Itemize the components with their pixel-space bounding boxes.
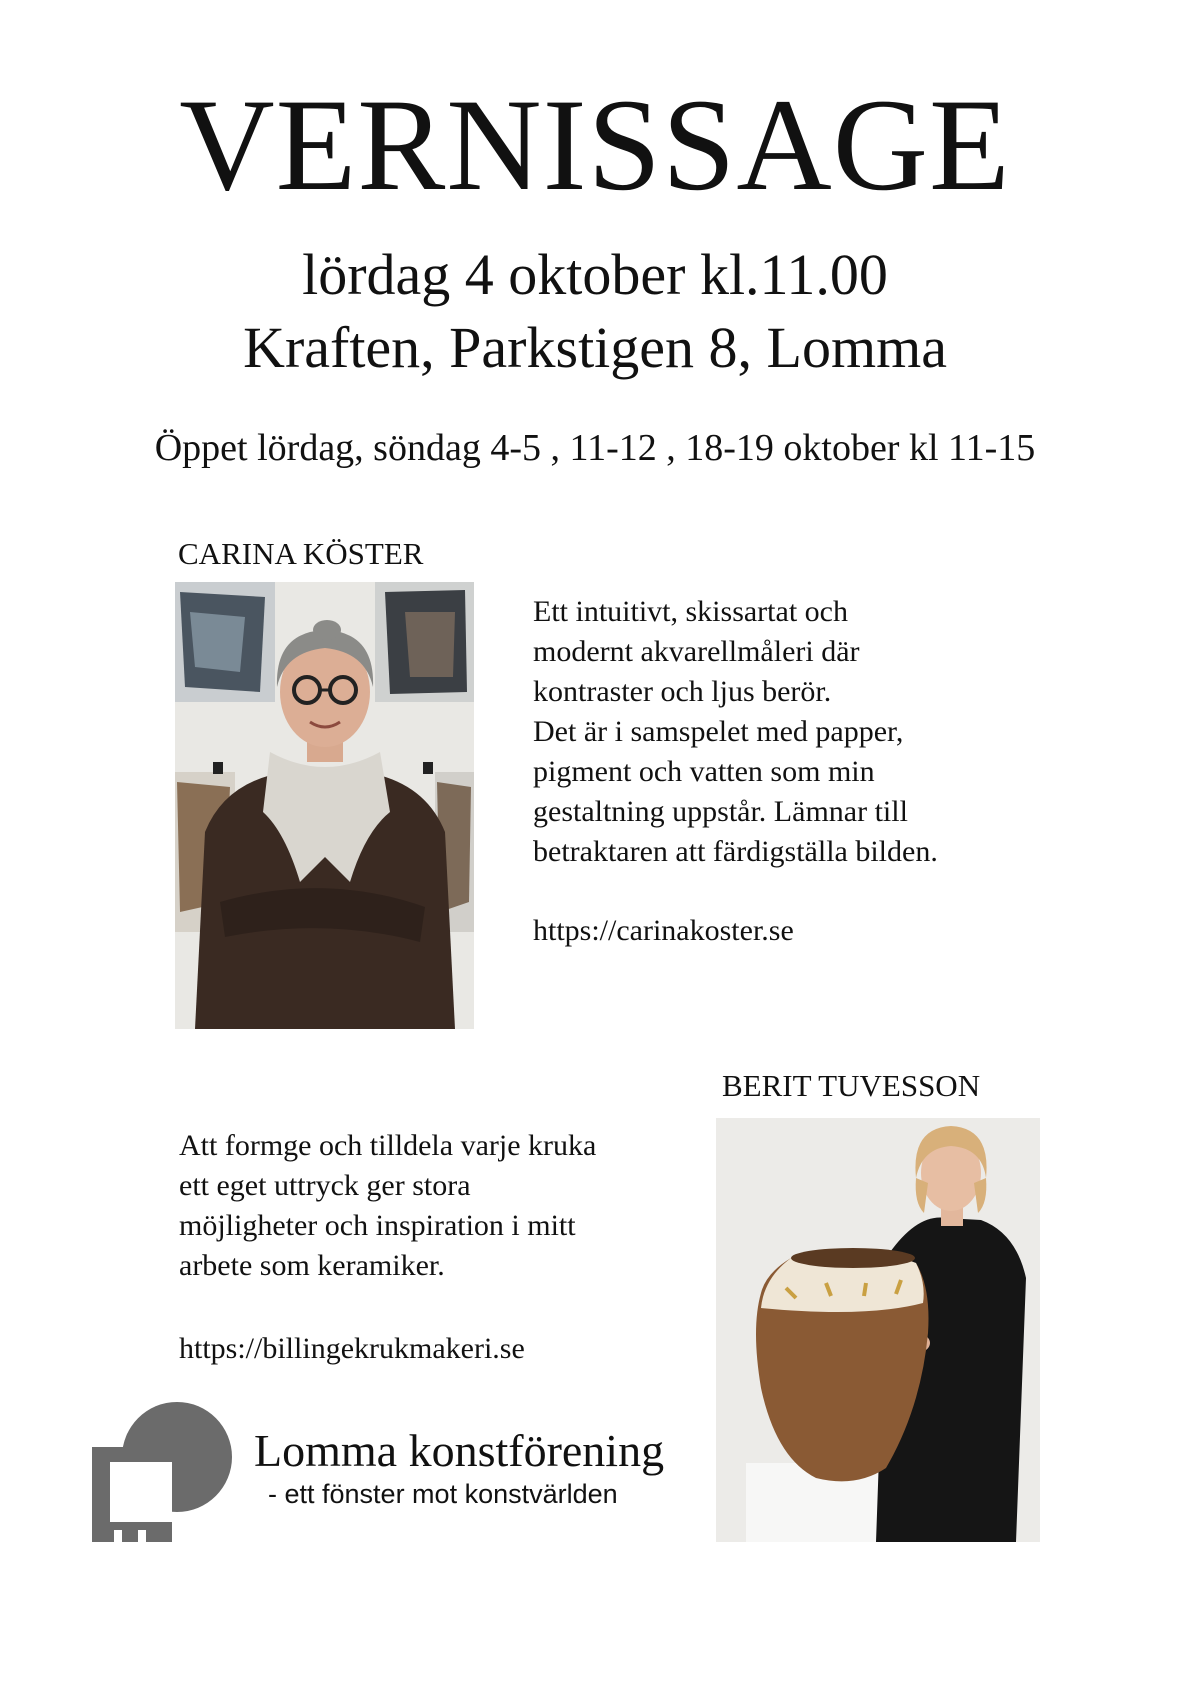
opening-hours: Öppet lördag, söndag 4-5 , 11-12 , 18-19 oktober kl 11-15 [154, 427, 1036, 469]
page-title: VERNISSAGE [179, 71, 1011, 218]
artist-name-carina: CARINA KÖSTER [178, 536, 424, 571]
artist-photo-berit [716, 1118, 1040, 1542]
artist-website-berit[interactable]: https://billingekrukmakeri.se [179, 1332, 525, 1365]
organization-name: Lomma konstförening [254, 1425, 665, 1476]
artist-photo-carina [175, 582, 474, 1029]
event-date: lördag 4 oktober kl.11.00 [302, 242, 888, 307]
artist-description-berit: Att formge och tilldela varje kruka ett eget uttryck ger stora möjligheter och inspiration i mitt arbete som keramiker. [179, 1129, 597, 1282]
artist-website-carina[interactable]: https://carinakoster.se [533, 914, 794, 947]
lomma-konstforening-logo-icon [92, 1402, 232, 1542]
event-location: Kraften, Parkstigen 8, Lomma [243, 315, 947, 380]
organization-tagline: - ett fönster mot konstvärlden [268, 1479, 618, 1509]
artist-name-berit: BERIT TUVESSON [722, 1068, 981, 1103]
artist-description-carina: Ett intuitivt, skissartat och modernt akvarellmåleri där kontraster och ljus berör. Det är i samspelet med papper, pigment och vatten som min gestaltning uppstår. Lämnar till betraktaren att färdigställa bilden. [533, 595, 938, 868]
